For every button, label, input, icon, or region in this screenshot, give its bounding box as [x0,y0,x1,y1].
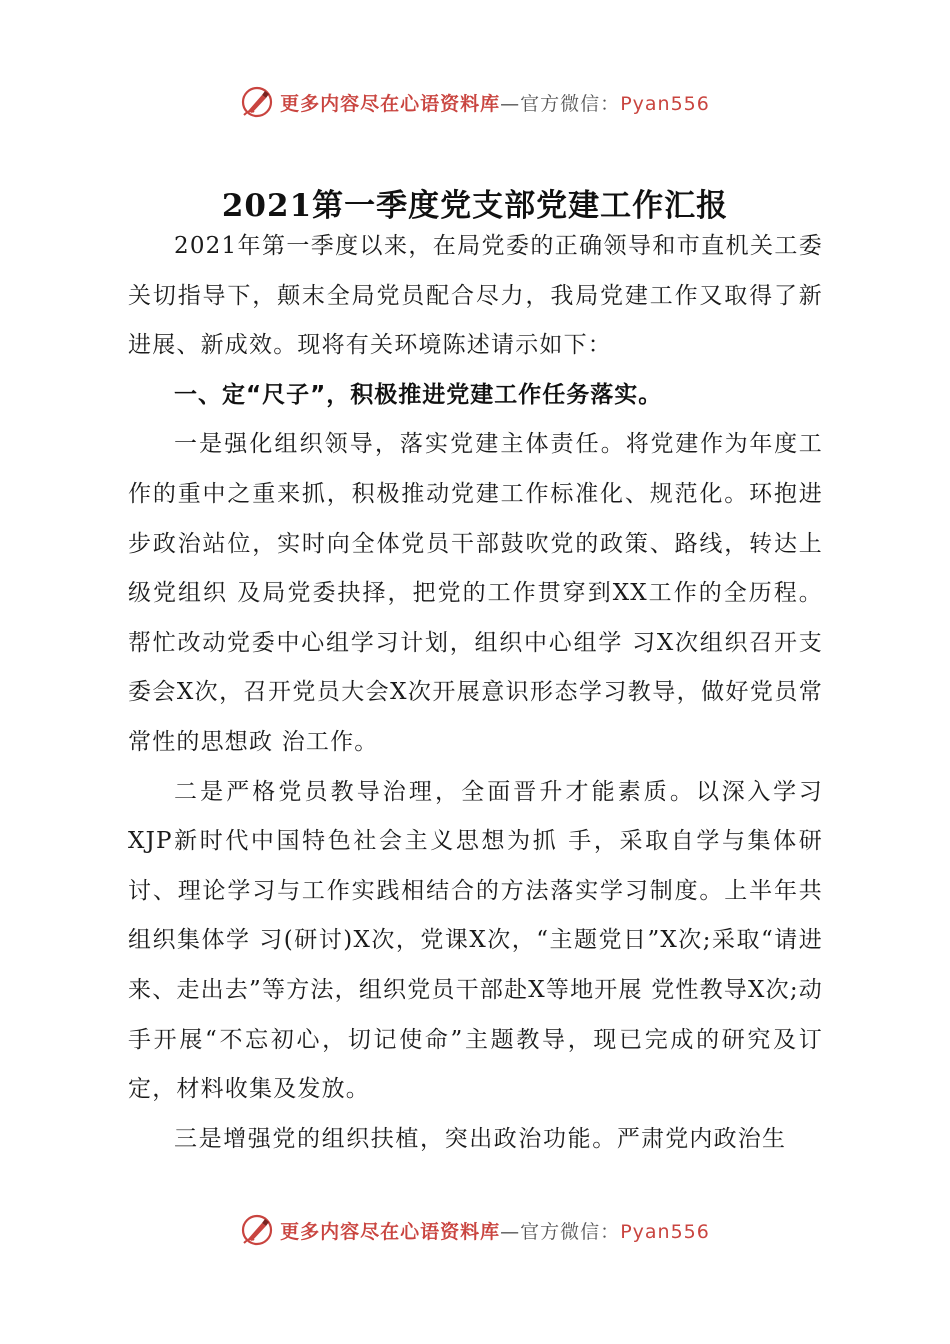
watermark-wechat-label: 官方微信： [520,1220,621,1243]
watermark-wechat-id: Pyan556 [620,92,710,115]
watermark-separator: — [500,92,521,115]
footer-watermark [0,1210,950,1250]
intro-paragraph: 2021年第一季度以来，在局党委的正确领导和市直机关工委关切指导下，颠末全局党员配合尽力，我局党建工作又取得了新进展、新成效。现将有关环境陈述请示如下： [128,233,823,359]
watermark-separator: — [500,1220,521,1243]
watermark-wechat-label: 官方微信： [520,92,621,115]
pen-circle-logo-icon [240,85,274,119]
document-body [128,222,823,1164]
item-2-paragraph [128,768,823,1115]
watermark-text [280,89,710,116]
item-1-paragraph [128,420,823,767]
item-2-lead: 二是严格党员教导治理，全面晋升才能素质。 [174,778,696,805]
document-title: 2021第一季度党支部党建工作汇报 [221,188,729,224]
item-3-body: 严肃党内政治生 [616,1125,787,1152]
watermark-wechat-id: Pyan556 [620,1220,710,1243]
item-1-body: 将党建作为年度工作的重中之重来抓，积极推动党建工作标准化、规范化。环抱进步政治站位，实时向全体党员干部鼓吹党的政策、路线，转达上级党组织 及局党委抉择，把党的工作贯穿到XX工作的全历程。帮忙改动党委中心组学习计划，组织中心组学 习X次组织召开支委会X次，召开党员大会X次开展意识形态学习教导，做好党员常常性的思想政 治工作。 [128,431,823,755]
pen-circle-logo-icon [240,1213,274,1247]
item-3-lead: 三是增强党的组织扶植，突出政治功能。 [174,1125,617,1152]
header-watermark [0,82,950,122]
watermark-brand: 更多内容尽在心语资料库 [280,1220,501,1243]
watermark-brand: 更多内容尽在心语资料库 [280,92,501,115]
section-1-heading: 一、定“尺子”，积极推进党建工作任务落实。 [174,381,663,408]
watermark-text [280,1217,710,1244]
item-1-lead: 一是强化组织领导，落实党建主体责任。 [174,431,626,458]
item-3-paragraph [128,1115,823,1165]
item-2-body: 以深入学习XJP新时代中国特色社会主义思想为抓 手，采取自学与集体研讨、理论学习与工作实践相结合的方法落实学习制度。上半年共组织集体学 习(研讨)X次，党课X次，“主题党日”X次;采取“请进来、走出去”等方法，组织党员干部赴X等地开展 党性教导X次;动手开展“不忘初心，切记使命”主题教导，现已完成的研究及订定，材料收集及发放。 [128,778,823,1103]
